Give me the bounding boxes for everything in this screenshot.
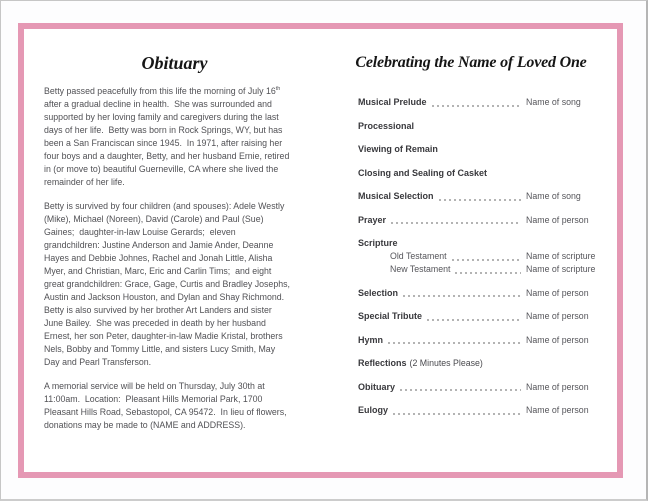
obituary-line: four boys and a daughter, Betty, and her husband Ernie, retired: [44, 151, 290, 161]
program-item-label: Old Testament: [390, 251, 447, 261]
obituary-line: (Mike), Michael (Noreen), David (Carole) and Paul (Sue): [44, 214, 264, 224]
obituary-line: June Bailey. She was preceded in death by her husband: [44, 318, 266, 328]
program-item-label: Hymn: [358, 334, 384, 345]
program-item-label: Viewing of Remain: [358, 144, 438, 154]
program-row: [358, 214, 610, 227]
obituary-line: A memorial service will be held on Thursday, July 30th at: [44, 381, 265, 391]
program-item-label: Prayer: [358, 214, 387, 225]
program-item-note: (2 Minutes Please): [409, 358, 483, 368]
dotted-leader: [439, 190, 521, 203]
obituary-title: Obituary: [141, 53, 208, 73]
program-row: [358, 190, 610, 203]
obituary-line: Nels, Bobby and Tommy Little, and sisters Lucy Smith, May: [44, 344, 276, 354]
program-row: [358, 143, 610, 156]
obituary-line: remainder of her life.: [44, 177, 125, 187]
obituary-line: [44, 85, 302, 98]
obituary-line: supported by her loving family and caregivers during the last: [44, 112, 279, 122]
obituary-line: Ernest, her son Peter, daughter-in-law Madie Kristal, brothers: [44, 331, 283, 341]
obituary-panel: [24, 29, 325, 472]
obituary-line: days of her life. Betty was born in Rock Springs, WY, but has: [44, 125, 283, 135]
obituary-line: Hayes and Debbie Johnes, Rachel and Jonah Little, Alisha: [44, 253, 273, 263]
obituary-line: Austin and Jackson Houston, and Dylan and Shay Richmond.: [44, 292, 285, 302]
program-item-label: Eulogy: [358, 405, 389, 415]
program-item-value: Name of person: [526, 381, 589, 392]
obituary-paragraph: [44, 200, 302, 369]
obituary-line: been a San Franciscan since 1945. In 1971, after raising her: [44, 138, 283, 148]
service-panel: [325, 29, 617, 472]
obituary-line: Gaines; daughter-in-law Louise Gerards; eleven: [44, 227, 236, 237]
dotted-leader: [388, 334, 521, 347]
program-row: [358, 334, 610, 347]
program-row: [358, 381, 610, 394]
program-row: [358, 96, 610, 109]
program-list: [358, 96, 610, 417]
dotted-leader: [391, 214, 521, 227]
program-item-value: Name of scripture: [526, 264, 596, 274]
program-item-value: Name of person: [526, 405, 589, 415]
dotted-leader: [400, 381, 521, 394]
obituary-line: Pleasant Hills Road, Sebastopol, CA 95472. In lieu of flowers,: [44, 407, 287, 417]
obituary-line-text: Betty passed peacefully from this life the morning of July 16: [44, 86, 276, 96]
program-item-label: Musical Prelude: [358, 97, 427, 107]
obituary-line: in (or move to) beautiful Guerneville, CA where she lived the: [44, 164, 279, 174]
service-title: Celebrating the Name of Loved One: [355, 54, 587, 71]
program-item-value: Name of person: [526, 334, 589, 345]
program-subrow: [358, 250, 610, 263]
program-item-value: Name of person: [526, 214, 589, 225]
program-item-label: Closing and Sealing of Casket: [358, 167, 488, 178]
program-row: [358, 167, 610, 180]
program-row: [358, 287, 610, 300]
obituary-line: Betty is survived by four children (and spouses): Adele Westly: [44, 201, 285, 211]
program-item-label: Musical Selection: [358, 191, 434, 201]
obituary-paragraphs: [44, 85, 302, 432]
dotted-leader: [432, 96, 521, 109]
dotted-leader: [452, 250, 521, 263]
pink-border-frame: [18, 23, 623, 478]
program-item-label: New Testament: [390, 264, 451, 274]
dotted-leader: [393, 404, 521, 417]
program-row: [358, 310, 610, 323]
obituary-line: Day and Pearl Transferson.: [44, 357, 152, 367]
obituary-paragraph: [44, 85, 302, 189]
program-row: [358, 120, 610, 133]
program-subrow: [358, 263, 610, 276]
program-item-value: Name of person: [526, 287, 589, 298]
dotted-leader: [427, 310, 521, 323]
obituary-line: Myer, and Christian, Marc, Eric and Carlin Tims; and eight: [44, 266, 272, 276]
program-item-label: Obituary: [358, 381, 396, 392]
program-item-value: Name of scripture: [526, 251, 596, 261]
program-item-label: Reflections: [358, 358, 407, 368]
program-item-value: Name of song: [526, 191, 581, 201]
program-item-label: Processional: [358, 120, 415, 131]
program-item-value: Name of person: [526, 311, 589, 321]
program-item-label: Scripture: [358, 238, 398, 248]
obituary-line: great grandchildren: Grace, Gage, Curtis and Bradley Josephs,: [44, 279, 290, 289]
program-group: [358, 237, 610, 276]
obituary-line: donations may be made to (NAME and ADDRESS).: [44, 420, 246, 430]
program-row: [358, 357, 610, 370]
obituary-line: grandchildren: Justine Anderson and Jamie Ander, Deanne: [44, 240, 274, 250]
program-item-value: Name of song: [526, 97, 581, 107]
program-item-label: Selection: [358, 287, 399, 298]
program-item-label: Special Tribute: [358, 311, 423, 321]
obituary-line: Betty is also survived by her brother Art Landers and sister: [44, 305, 272, 315]
obituary-line: after a gradual decline in health. She was surrounded and: [44, 99, 272, 109]
program-row: [358, 404, 610, 417]
ordinal-superscript: th: [275, 86, 281, 93]
obituary-line: 11:00am. Location: Pleasant Hills Memorial Park, 1700: [44, 394, 263, 404]
obituary-paragraph: [44, 380, 302, 432]
dotted-leader: [455, 263, 521, 276]
dotted-leader: [403, 287, 521, 300]
program-row: [358, 237, 610, 250]
